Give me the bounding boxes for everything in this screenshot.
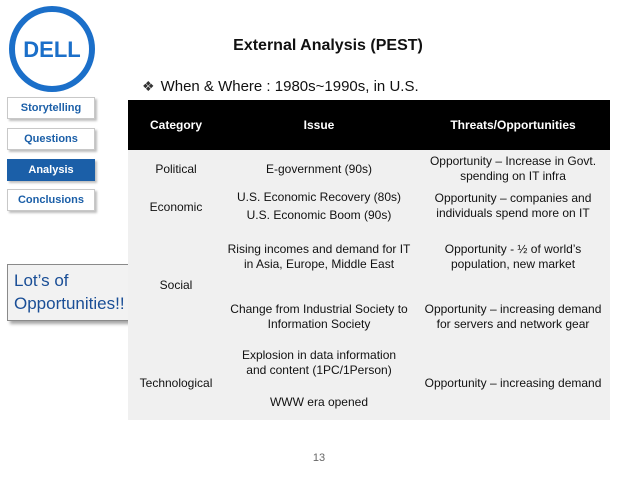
category-social: Social — [159, 277, 193, 292]
header-category: Category — [149, 118, 202, 132]
pest-table — [128, 100, 610, 420]
nav-label: Analysis — [28, 164, 74, 176]
nav-analysis[interactable] — [7, 159, 95, 181]
threat-social-1: Opportunity - ½ of world’s population, new market — [444, 242, 582, 271]
table-header — [128, 100, 610, 150]
issue-political: E-government (90s) — [265, 161, 373, 176]
logo-text: DELL — [23, 37, 81, 62]
slide-title: External Analysis (PEST) — [233, 37, 423, 54]
opportunities-callout — [7, 264, 141, 321]
page-number: 13 — [312, 452, 326, 464]
threat-social-2: Opportunity – increasing demand for servers and network gear — [424, 302, 602, 331]
slide-subtitle-row — [142, 78, 419, 95]
diamond-bullet-icon: ❖ — [142, 78, 155, 94]
issue-tech-1: Explosion in data information and content (1PC/1Person) — [241, 348, 397, 377]
issue-economic-1: U.S. Economic Recovery (80s) — [236, 189, 402, 204]
threat-economic: Opportunity – companies and individuals spend more on IT — [434, 191, 592, 220]
category-political: Political — [155, 161, 197, 176]
issue-social-1: Rising incomes and demand for IT in Asia, Europe, Middle East — [227, 242, 411, 271]
callout-line-2: Opportunities!! — [14, 294, 125, 313]
issue-economic-2: U.S. Economic Boom (90s) — [246, 207, 392, 222]
dell-logo — [8, 5, 96, 93]
threat-political: Opportunity – Increase in Govt. spending on IT infra — [429, 154, 597, 183]
header-threats: Threats/Opportunities — [450, 118, 576, 132]
nav-questions[interactable] — [7, 128, 95, 150]
nav-label: Storytelling — [20, 102, 82, 114]
nav-label: Conclusions — [17, 194, 84, 206]
nav-storytelling[interactable] — [7, 97, 95, 119]
threat-technological: Opportunity – increasing demand — [424, 375, 602, 390]
header-issue: Issue — [303, 118, 335, 132]
category-economic: Economic — [149, 199, 203, 214]
nav-label: Questions — [24, 133, 78, 145]
category-technological: Technological — [139, 375, 213, 390]
issue-tech-2: WWW era opened — [269, 394, 369, 409]
slide-subtitle: When & Where : 1980s~1990s, in U.S. — [160, 78, 419, 95]
issue-social-2: Change from Industrial Society to Information Society — [230, 302, 408, 331]
nav-conclusions[interactable] — [7, 189, 95, 211]
callout-line-1: Lot’s of — [14, 271, 69, 290]
